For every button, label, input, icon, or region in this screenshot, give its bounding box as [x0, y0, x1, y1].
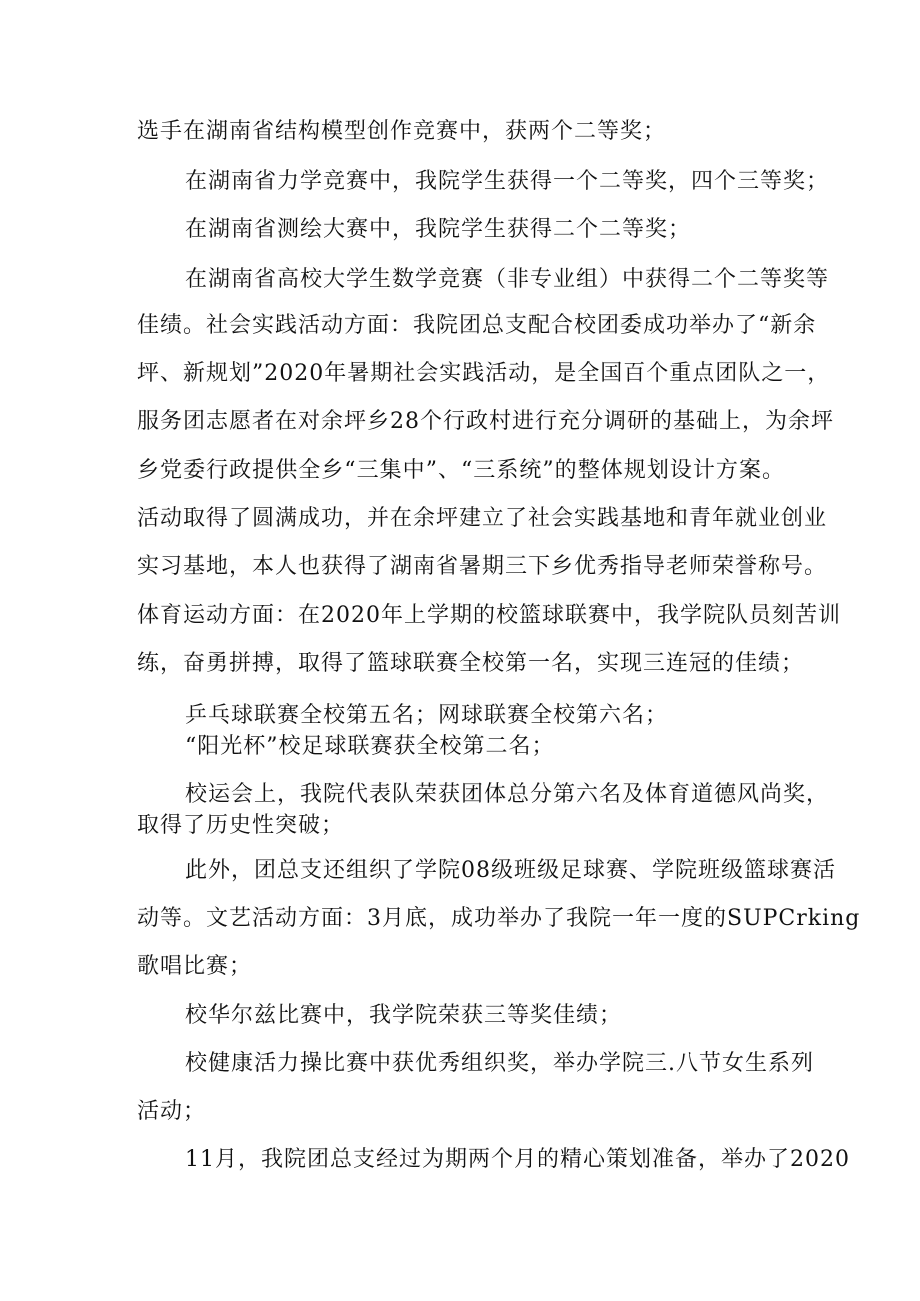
text-line: 歌唱比赛；: [137, 954, 253, 979]
text-line: 11月，我院团总支经过为期两个月的精心策划准备，举办了2020: [185, 1147, 850, 1172]
text-line: 乡党委行政提供全乡“三集中”、“三系统”的整体规划设计方案。: [137, 458, 785, 483]
text-line: 在湖南省测绘大赛中，我院学生获得二个二等奖；: [185, 217, 692, 242]
text-line: 此外，团总支还组织了学院08级班级足球赛、学院班级篮球赛活: [185, 858, 836, 883]
text-line: 校运会上，我院代表队荣获团体总分第六名及体育道德风尚奖，: [185, 782, 830, 807]
text-line: 校健康活力操比赛中获优秀组织奖，举办学院三.八节女生系列: [185, 1051, 814, 1076]
text-line: 动等。文艺活动方面：3月底，成功举办了我院一年一度的SUPCrking: [137, 906, 861, 931]
text-line: 佳绩。社会实践活动方面：我院团总支配合校团委成功举办了“新余: [137, 313, 817, 338]
text-line: 实习基地，本人也获得了湖南省暑期三下乡优秀指导老师荣誉称号。: [137, 554, 828, 579]
text-line: 坪、新规划”2020年暑期社会实践活动，是全国百个重点团队之一，: [137, 361, 831, 386]
text-line: 体育运动方面：在2020年上学期的校篮球联赛中，我学院队员刻苦训: [137, 603, 841, 628]
text-line: 练，奋勇拼搏，取得了篮球联赛全校第一名，实现三连冠的佳绩；: [137, 651, 805, 676]
text-line: 校华尔兹比赛中，我学院荣获三等奖佳绩；: [185, 1003, 623, 1028]
text-line: 取得了历史性突破；: [137, 813, 345, 838]
text-line: 服务团志愿者在对余坪乡28个行政村进行充分调研的基础上，为余坪: [137, 409, 834, 434]
text-line: “阳光杯”校足球联赛获全校第二名；: [185, 734, 555, 759]
text-line: 在湖南省力学竞赛中，我院学生获得一个二等奖，四个三等奖；: [185, 169, 830, 194]
text-line: 在湖南省高校大学生数学竞赛（非专业组）中获得二个二等奖等: [185, 267, 830, 292]
text-line: 活动；: [137, 1099, 207, 1124]
text-line: 选手在湖南省结构模型创作竞赛中，获两个二等奖；: [137, 119, 667, 144]
text-line: 活动取得了圆满成功，并在余坪建立了社会实践基地和青年就业创业: [137, 506, 828, 531]
text-line: 乒乓球联赛全校第五名；网球联赛全校第六名；: [185, 703, 669, 728]
